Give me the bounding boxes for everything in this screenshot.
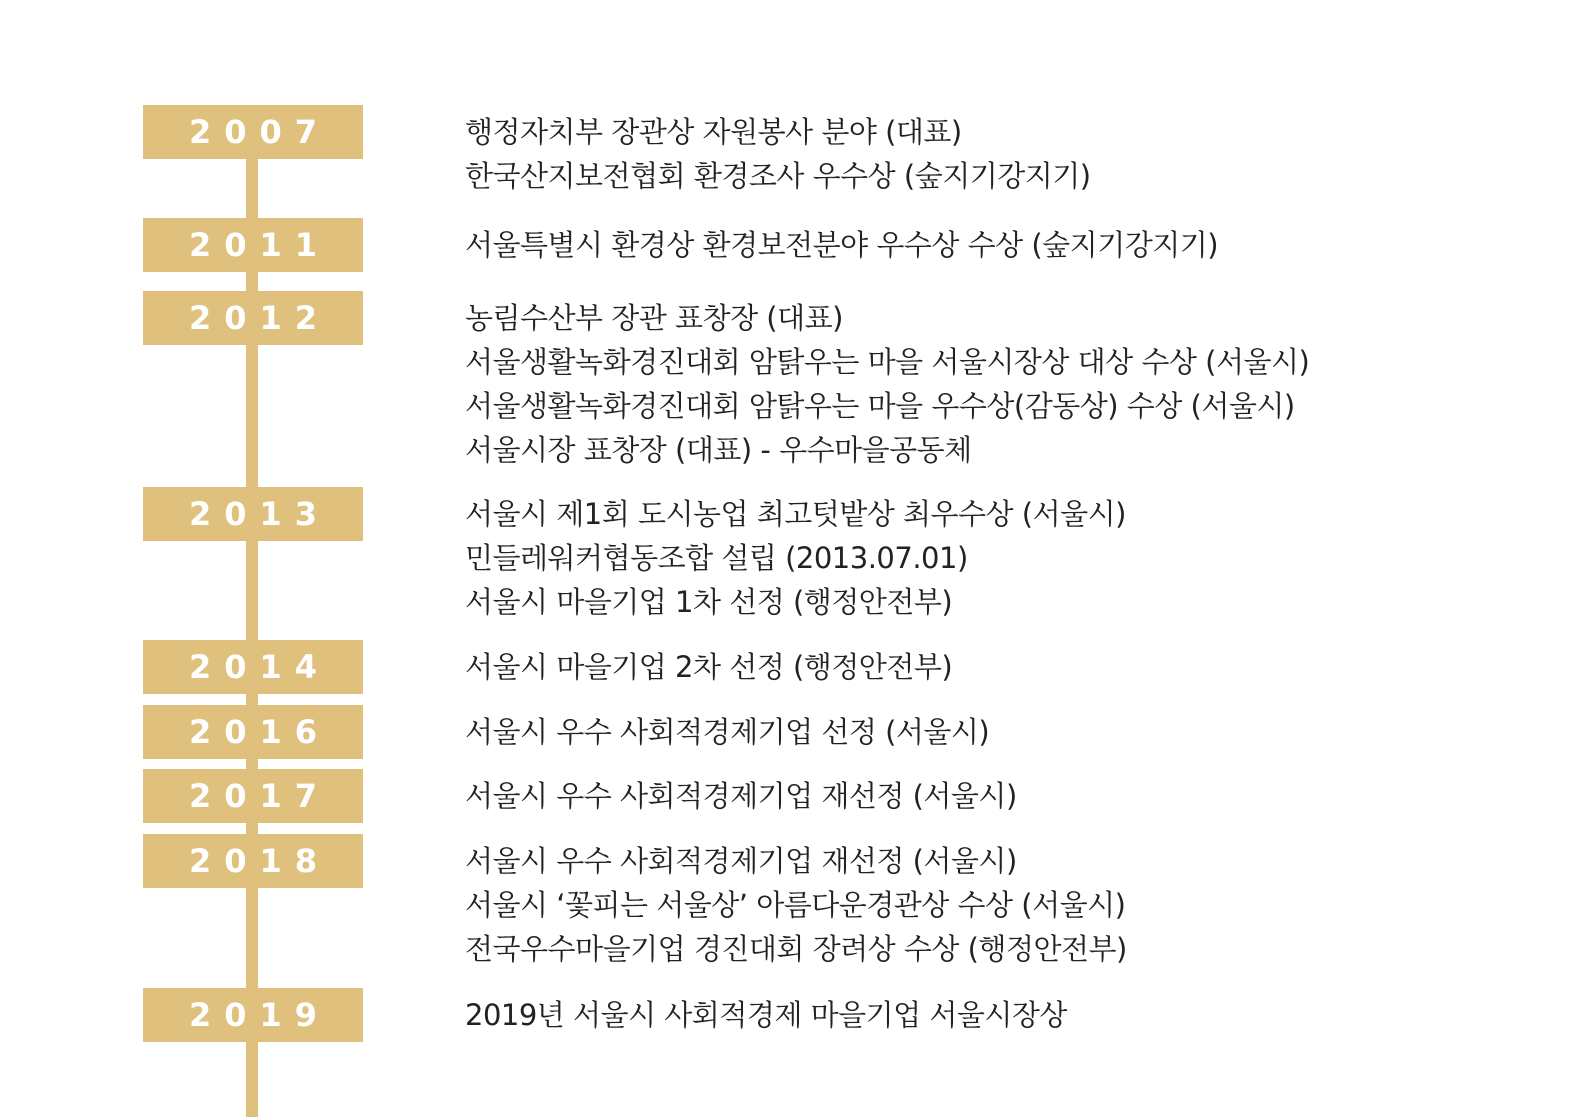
list-item: 서울시 우수 사회적경제기업 선정 (서울시) <box>465 715 990 749</box>
list-item: 행정자치부 장관상 자원봉사 분야 (대표) <box>465 115 962 149</box>
year-badge-2013: 2013 <box>143 487 363 541</box>
list-item: 서울시 마을기업 1차 선정 (행정안전부) <box>465 585 953 619</box>
year-entries-2012 <box>465 296 1309 472</box>
list-item: 서울특별시 환경상 환경보전분야 우수상 수상 (숲지기강지기) <box>465 228 1219 262</box>
year-badge-2011: 2011 <box>143 218 363 272</box>
year-entries-2007 <box>465 110 1091 198</box>
year-badge-2007: 2007 <box>143 105 363 159</box>
list-item: 서울시 우수 사회적경제기업 재선정 (서울시) <box>465 844 1017 878</box>
year-entries-2016 <box>465 710 989 754</box>
year-badge-2019: 2019 <box>143 988 363 1042</box>
year-entries-2011 <box>465 223 1218 267</box>
year-badge-2014: 2014 <box>143 640 363 694</box>
list-item: 전국우수마을기업 경진대회 장려상 수상 (행정안전부) <box>465 932 1127 966</box>
year-badge-2018: 2018 <box>143 834 363 888</box>
year-entries-2017 <box>465 774 1017 818</box>
year-badge-2016: 2016 <box>143 705 363 759</box>
year-entries-2013 <box>465 492 1126 624</box>
year-entries-2014 <box>465 645 952 689</box>
list-item: 2019년 서울시 사회적경제 마을기업 서울시장상 <box>465 998 1067 1032</box>
list-item: 서울시장 표창장 (대표) - 우수마을공동체 <box>465 433 972 467</box>
year-entries-2019 <box>465 993 1067 1037</box>
list-item: 서울시 마을기업 2차 선정 (행정안전부) <box>465 650 953 684</box>
list-item: 농림수산부 장관 표창장 (대표) <box>465 301 843 335</box>
list-item: 서울시 우수 사회적경제기업 재선정 (서울시) <box>465 779 1017 813</box>
year-badge-2017: 2017 <box>143 769 363 823</box>
list-item: 서울생활녹화경진대회 암탉우는 마을 우수상(감동상) 수상 (서울시) <box>465 389 1295 423</box>
list-item: 서울생활녹화경진대회 암탉우는 마을 서울시장상 대상 수상 (서울시) <box>465 345 1310 379</box>
list-item: 서울시 ‘꽃피는 서울상’ 아름다운경관상 수상 (서울시) <box>465 888 1126 922</box>
list-item: 민들레워커협동조합 설립 (2013.07.01) <box>465 541 968 575</box>
list-item: 한국산지보전협회 환경조사 우수상 (숲지기강지기) <box>465 159 1091 193</box>
list-item: 서울시 제1회 도시농업 최고텃밭상 최우수상 (서울시) <box>465 497 1126 531</box>
year-badge-2012: 2012 <box>143 291 363 345</box>
year-entries-2018 <box>465 839 1127 971</box>
